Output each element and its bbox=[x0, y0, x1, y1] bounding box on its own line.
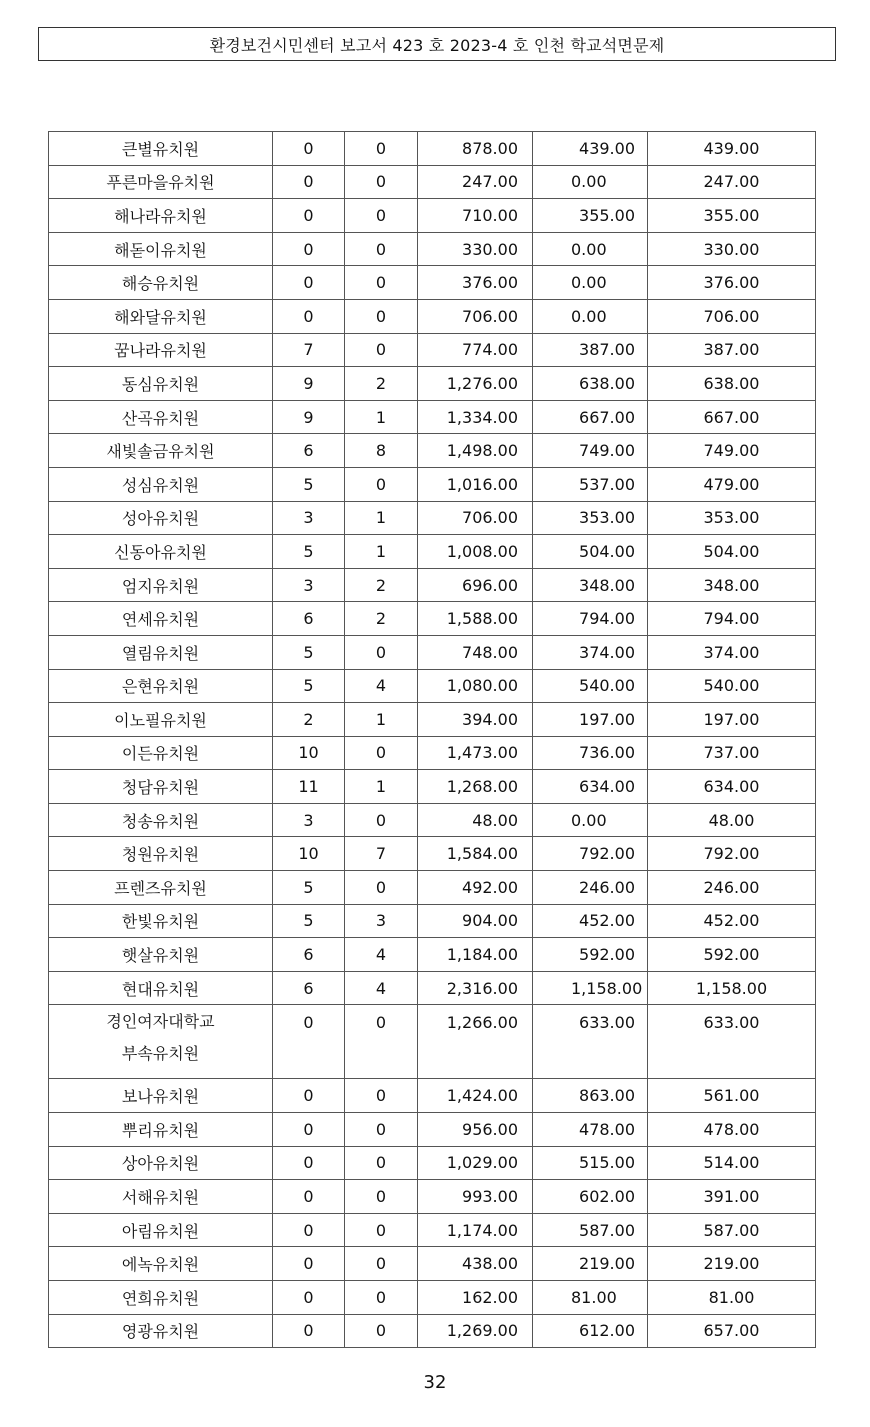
report-title: 환경보건시민센터 보고서 423 호 2023-4 호 인천 학교석면문제 bbox=[209, 35, 665, 55]
table-row bbox=[49, 871, 816, 905]
area-d-cell: 246.00 bbox=[533, 871, 648, 905]
table-row bbox=[49, 837, 816, 871]
kindergarten-name-cell: 산곡유치원 bbox=[49, 400, 273, 434]
table-row bbox=[49, 736, 816, 770]
area-total-cell: 376.00 bbox=[418, 266, 533, 300]
table-row bbox=[49, 669, 816, 703]
area-total-cell: 1,029.00 bbox=[418, 1146, 533, 1180]
kindergarten-name-cell: 현대유치원 bbox=[49, 971, 273, 1005]
count-a-cell: 7 bbox=[273, 333, 345, 367]
area-e-cell: 540.00 bbox=[648, 669, 816, 703]
kindergarten-name-cell: 햇살유치원 bbox=[49, 938, 273, 972]
count-b-cell: 0 bbox=[345, 165, 418, 199]
area-e-cell: 247.00 bbox=[648, 165, 816, 199]
count-b-cell: 0 bbox=[345, 1005, 418, 1079]
area-d-cell: 81.00 bbox=[533, 1281, 648, 1315]
area-d-cell: 452.00 bbox=[533, 904, 648, 938]
area-total-cell: 162.00 bbox=[418, 1281, 533, 1315]
table-row bbox=[49, 434, 816, 468]
area-total-cell: 696.00 bbox=[418, 568, 533, 602]
kindergarten-name-cell: 동심유치원 bbox=[49, 367, 273, 401]
area-e-cell: 391.00 bbox=[648, 1180, 816, 1214]
area-d-cell: 0.00 bbox=[533, 165, 648, 199]
kindergarten-name-cell: 청담유치원 bbox=[49, 770, 273, 804]
table-row bbox=[49, 1146, 816, 1180]
kindergarten-name-cell: 은현유치원 bbox=[49, 669, 273, 703]
table-row bbox=[49, 1247, 816, 1281]
kindergarten-name-cell: 이노필유치원 bbox=[49, 703, 273, 737]
count-b-cell: 4 bbox=[345, 938, 418, 972]
count-a-cell: 5 bbox=[273, 669, 345, 703]
table-row bbox=[49, 1113, 816, 1147]
kindergarten-name-cell: 신동아유치원 bbox=[49, 535, 273, 569]
area-total-cell: 993.00 bbox=[418, 1180, 533, 1214]
area-total-cell: 904.00 bbox=[418, 904, 533, 938]
table-row bbox=[49, 904, 816, 938]
area-d-cell: 353.00 bbox=[533, 501, 648, 535]
area-total-cell: 878.00 bbox=[418, 132, 533, 166]
area-total-cell: 48.00 bbox=[418, 803, 533, 837]
kindergarten-name-cell: 엄지유치원 bbox=[49, 568, 273, 602]
area-e-cell: 81.00 bbox=[648, 1281, 816, 1315]
count-a-cell: 0 bbox=[273, 1213, 345, 1247]
count-b-cell: 8 bbox=[345, 434, 418, 468]
count-a-cell: 5 bbox=[273, 467, 345, 501]
count-b-cell: 0 bbox=[345, 333, 418, 367]
count-a-cell: 3 bbox=[273, 568, 345, 602]
kindergarten-name-line2: 부속유치원 bbox=[121, 1044, 200, 1064]
area-d-cell: 197.00 bbox=[533, 703, 648, 737]
area-e-cell: 387.00 bbox=[648, 333, 816, 367]
area-total-cell: 247.00 bbox=[418, 165, 533, 199]
count-b-cell: 0 bbox=[345, 803, 418, 837]
area-d-cell: 0.00 bbox=[533, 803, 648, 837]
area-total-cell: 706.00 bbox=[418, 501, 533, 535]
table-row bbox=[49, 132, 816, 166]
area-d-cell: 355.00 bbox=[533, 199, 648, 233]
count-a-cell: 6 bbox=[273, 938, 345, 972]
count-b-cell: 0 bbox=[345, 467, 418, 501]
count-a-cell: 6 bbox=[273, 602, 345, 636]
area-e-cell: 587.00 bbox=[648, 1213, 816, 1247]
count-a-cell: 3 bbox=[273, 803, 345, 837]
area-d-cell: 0.00 bbox=[533, 266, 648, 300]
count-a-cell: 10 bbox=[273, 736, 345, 770]
area-total-cell: 1,008.00 bbox=[418, 535, 533, 569]
area-d-cell: 387.00 bbox=[533, 333, 648, 367]
count-b-cell: 2 bbox=[345, 367, 418, 401]
area-total-cell: 1,016.00 bbox=[418, 467, 533, 501]
kindergarten-name-cell: 큰별유치원 bbox=[49, 132, 273, 166]
area-d-cell: 348.00 bbox=[533, 568, 648, 602]
area-d-cell: 863.00 bbox=[533, 1079, 648, 1113]
table-row bbox=[49, 266, 816, 300]
count-a-cell: 0 bbox=[273, 1180, 345, 1214]
count-a-cell: 11 bbox=[273, 770, 345, 804]
report-header bbox=[38, 27, 836, 61]
area-e-cell: 348.00 bbox=[648, 568, 816, 602]
area-e-cell: 219.00 bbox=[648, 1247, 816, 1281]
kindergarten-name-cell: 해돋이유치원 bbox=[49, 232, 273, 266]
count-a-cell: 5 bbox=[273, 535, 345, 569]
area-e-cell: 514.00 bbox=[648, 1146, 816, 1180]
count-a-cell: 0 bbox=[273, 132, 345, 166]
table-row bbox=[49, 199, 816, 233]
count-b-cell: 0 bbox=[345, 1146, 418, 1180]
area-e-cell: 792.00 bbox=[648, 837, 816, 871]
count-b-cell: 0 bbox=[345, 1314, 418, 1348]
kindergarten-name-cell: 해와달유치원 bbox=[49, 299, 273, 333]
count-b-cell: 0 bbox=[345, 199, 418, 233]
table-body bbox=[49, 132, 816, 1348]
count-b-cell: 2 bbox=[345, 602, 418, 636]
table-row bbox=[49, 1005, 816, 1079]
area-total-cell: 1,334.00 bbox=[418, 400, 533, 434]
area-e-cell: 638.00 bbox=[648, 367, 816, 401]
area-total-cell: 1,584.00 bbox=[418, 837, 533, 871]
area-d-cell: 374.00 bbox=[533, 635, 648, 669]
table-row bbox=[49, 770, 816, 804]
count-a-cell: 0 bbox=[273, 1113, 345, 1147]
area-d-cell: 515.00 bbox=[533, 1146, 648, 1180]
kindergarten-name-cell: 이든유치원 bbox=[49, 736, 273, 770]
table-row bbox=[49, 568, 816, 602]
kindergarten-name-cell: 에녹유치원 bbox=[49, 1247, 273, 1281]
area-total-cell: 394.00 bbox=[418, 703, 533, 737]
table-row bbox=[49, 333, 816, 367]
count-b-cell: 1 bbox=[345, 770, 418, 804]
area-d-cell: 749.00 bbox=[533, 434, 648, 468]
count-b-cell: 7 bbox=[345, 837, 418, 871]
area-d-cell: 587.00 bbox=[533, 1213, 648, 1247]
count-a-cell: 6 bbox=[273, 434, 345, 468]
count-a-cell: 0 bbox=[273, 232, 345, 266]
kindergarten-name-cell: 성심유치원 bbox=[49, 467, 273, 501]
count-a-cell: 0 bbox=[273, 199, 345, 233]
kindergarten-name-cell: 푸른마을유치원 bbox=[49, 165, 273, 199]
area-d-cell: 667.00 bbox=[533, 400, 648, 434]
area-d-cell: 1,158.00 bbox=[533, 971, 648, 1005]
kindergarten-name-cell: 아림유치원 bbox=[49, 1213, 273, 1247]
count-a-cell: 5 bbox=[273, 871, 345, 905]
area-e-cell: 592.00 bbox=[648, 938, 816, 972]
area-total-cell: 748.00 bbox=[418, 635, 533, 669]
area-d-cell: 537.00 bbox=[533, 467, 648, 501]
count-a-cell: 6 bbox=[273, 971, 345, 1005]
area-total-cell: 438.00 bbox=[418, 1247, 533, 1281]
table-row bbox=[49, 1079, 816, 1113]
area-e-cell: 737.00 bbox=[648, 736, 816, 770]
kindergarten-name-cell: 한빛유치원 bbox=[49, 904, 273, 938]
count-a-cell: 0 bbox=[273, 1005, 345, 1079]
area-e-cell: 633.00 bbox=[648, 1005, 816, 1079]
kindergarten-name-cell: 해나라유치원 bbox=[49, 199, 273, 233]
area-e-cell: 439.00 bbox=[648, 132, 816, 166]
area-total-cell: 330.00 bbox=[418, 232, 533, 266]
area-e-cell: 355.00 bbox=[648, 199, 816, 233]
area-total-cell: 1,080.00 bbox=[418, 669, 533, 703]
count-b-cell: 1 bbox=[345, 535, 418, 569]
area-d-cell: 612.00 bbox=[533, 1314, 648, 1348]
count-b-cell: 0 bbox=[345, 132, 418, 166]
area-total-cell: 492.00 bbox=[418, 871, 533, 905]
kindergarten-name-cell: 서해유치원 bbox=[49, 1180, 273, 1214]
area-d-cell: 602.00 bbox=[533, 1180, 648, 1214]
area-d-cell: 219.00 bbox=[533, 1247, 648, 1281]
area-e-cell: 376.00 bbox=[648, 266, 816, 300]
count-a-cell: 10 bbox=[273, 837, 345, 871]
count-b-cell: 1 bbox=[345, 501, 418, 535]
area-e-cell: 504.00 bbox=[648, 535, 816, 569]
kindergarten-name-cell: 연희유치원 bbox=[49, 1281, 273, 1315]
kindergarten-name-cell: 보나유치원 bbox=[49, 1079, 273, 1113]
table-row bbox=[49, 1281, 816, 1315]
area-e-cell: 634.00 bbox=[648, 770, 816, 804]
count-b-cell: 4 bbox=[345, 971, 418, 1005]
area-e-cell: 706.00 bbox=[648, 299, 816, 333]
table-row bbox=[49, 165, 816, 199]
area-d-cell: 638.00 bbox=[533, 367, 648, 401]
table-row bbox=[49, 232, 816, 266]
count-a-cell: 3 bbox=[273, 501, 345, 535]
table-row bbox=[49, 1314, 816, 1348]
table-row bbox=[49, 938, 816, 972]
kindergarten-name-cell: 성아유치원 bbox=[49, 501, 273, 535]
area-e-cell: 561.00 bbox=[648, 1079, 816, 1113]
count-b-cell: 0 bbox=[345, 266, 418, 300]
count-a-cell: 5 bbox=[273, 904, 345, 938]
table-row bbox=[49, 299, 816, 333]
area-e-cell: 749.00 bbox=[648, 434, 816, 468]
table-row bbox=[49, 1213, 816, 1247]
count-b-cell: 0 bbox=[345, 635, 418, 669]
table-row bbox=[49, 1180, 816, 1214]
area-e-cell: 374.00 bbox=[648, 635, 816, 669]
area-e-cell: 478.00 bbox=[648, 1113, 816, 1147]
area-e-cell: 667.00 bbox=[648, 400, 816, 434]
area-total-cell: 1,498.00 bbox=[418, 434, 533, 468]
area-total-cell: 1,276.00 bbox=[418, 367, 533, 401]
count-b-cell: 0 bbox=[345, 1281, 418, 1315]
count-a-cell: 0 bbox=[273, 1281, 345, 1315]
kindergarten-name-cell: 청송유치원 bbox=[49, 803, 273, 837]
area-total-cell: 1,424.00 bbox=[418, 1079, 533, 1113]
table-row bbox=[49, 467, 816, 501]
count-a-cell: 0 bbox=[273, 266, 345, 300]
kindergarten-name-cell: 꿈나라유치원 bbox=[49, 333, 273, 367]
area-total-cell: 1,184.00 bbox=[418, 938, 533, 972]
kindergarten-name-line1: 경인여자대학교 bbox=[106, 1012, 215, 1032]
area-d-cell: 792.00 bbox=[533, 837, 648, 871]
count-a-cell: 0 bbox=[273, 299, 345, 333]
count-b-cell: 0 bbox=[345, 1213, 418, 1247]
area-total-cell: 1,473.00 bbox=[418, 736, 533, 770]
area-e-cell: 330.00 bbox=[648, 232, 816, 266]
area-d-cell: 633.00 bbox=[533, 1005, 648, 1079]
area-total-cell: 1,588.00 bbox=[418, 602, 533, 636]
count-a-cell: 0 bbox=[273, 165, 345, 199]
area-e-cell: 1,158.00 bbox=[648, 971, 816, 1005]
area-total-cell: 774.00 bbox=[418, 333, 533, 367]
area-e-cell: 657.00 bbox=[648, 1314, 816, 1348]
area-d-cell: 504.00 bbox=[533, 535, 648, 569]
area-d-cell: 439.00 bbox=[533, 132, 648, 166]
table-row bbox=[49, 803, 816, 837]
table-row bbox=[49, 635, 816, 669]
area-d-cell: 478.00 bbox=[533, 1113, 648, 1147]
count-b-cell: 1 bbox=[345, 703, 418, 737]
kindergarten-name-cell: 상아유치원 bbox=[49, 1146, 273, 1180]
kindergarten-name-cell: 해승유치원 bbox=[49, 266, 273, 300]
kindergarten-asbestos-table bbox=[48, 131, 816, 1348]
area-total-cell: 2,316.00 bbox=[418, 971, 533, 1005]
area-total-cell: 1,266.00 bbox=[418, 1005, 533, 1079]
area-d-cell: 592.00 bbox=[533, 938, 648, 972]
count-b-cell: 2 bbox=[345, 568, 418, 602]
area-e-cell: 48.00 bbox=[648, 803, 816, 837]
count-a-cell: 9 bbox=[273, 367, 345, 401]
kindergarten-name-cell: 청원유치원 bbox=[49, 837, 273, 871]
count-b-cell: 3 bbox=[345, 904, 418, 938]
area-e-cell: 197.00 bbox=[648, 703, 816, 737]
count-b-cell: 0 bbox=[345, 871, 418, 905]
count-b-cell: 1 bbox=[345, 400, 418, 434]
kindergarten-name-cell: 새빛솔금유치원 bbox=[49, 434, 273, 468]
area-total-cell: 710.00 bbox=[418, 199, 533, 233]
count-a-cell: 0 bbox=[273, 1146, 345, 1180]
area-e-cell: 353.00 bbox=[648, 501, 816, 535]
table-row bbox=[49, 602, 816, 636]
count-a-cell: 9 bbox=[273, 400, 345, 434]
count-b-cell: 0 bbox=[345, 1113, 418, 1147]
page-number: 32 bbox=[423, 1372, 447, 1393]
kindergarten-name-cell: 프렌즈유치원 bbox=[49, 871, 273, 905]
area-total-cell: 1,268.00 bbox=[418, 770, 533, 804]
area-e-cell: 246.00 bbox=[648, 871, 816, 905]
count-a-cell: 0 bbox=[273, 1079, 345, 1113]
count-a-cell: 2 bbox=[273, 703, 345, 737]
kindergarten-name-cell bbox=[49, 1005, 273, 1079]
area-d-cell: 540.00 bbox=[533, 669, 648, 703]
count-a-cell: 5 bbox=[273, 635, 345, 669]
kindergarten-name-cell: 뿌리유치원 bbox=[49, 1113, 273, 1147]
area-total-cell: 1,174.00 bbox=[418, 1213, 533, 1247]
count-b-cell: 0 bbox=[345, 299, 418, 333]
table-row bbox=[49, 501, 816, 535]
kindergarten-name-cell: 열림유치원 bbox=[49, 635, 273, 669]
table-row bbox=[49, 400, 816, 434]
count-b-cell: 0 bbox=[345, 232, 418, 266]
count-a-cell: 0 bbox=[273, 1247, 345, 1281]
kindergarten-name-cell: 영광유치원 bbox=[49, 1314, 273, 1348]
count-b-cell: 0 bbox=[345, 1079, 418, 1113]
area-total-cell: 706.00 bbox=[418, 299, 533, 333]
count-b-cell: 0 bbox=[345, 736, 418, 770]
area-d-cell: 794.00 bbox=[533, 602, 648, 636]
count-b-cell: 0 bbox=[345, 1180, 418, 1214]
table-row bbox=[49, 367, 816, 401]
area-d-cell: 736.00 bbox=[533, 736, 648, 770]
table-row bbox=[49, 703, 816, 737]
area-d-cell: 0.00 bbox=[533, 232, 648, 266]
area-e-cell: 452.00 bbox=[648, 904, 816, 938]
count-a-cell: 0 bbox=[273, 1314, 345, 1348]
area-d-cell: 0.00 bbox=[533, 299, 648, 333]
area-e-cell: 794.00 bbox=[648, 602, 816, 636]
kindergarten-name-cell: 연세유치원 bbox=[49, 602, 273, 636]
count-b-cell: 0 bbox=[345, 1247, 418, 1281]
area-d-cell: 634.00 bbox=[533, 770, 648, 804]
table-row bbox=[49, 535, 816, 569]
area-total-cell: 956.00 bbox=[418, 1113, 533, 1147]
area-e-cell: 479.00 bbox=[648, 467, 816, 501]
table-row bbox=[49, 971, 816, 1005]
count-b-cell: 4 bbox=[345, 669, 418, 703]
area-total-cell: 1,269.00 bbox=[418, 1314, 533, 1348]
